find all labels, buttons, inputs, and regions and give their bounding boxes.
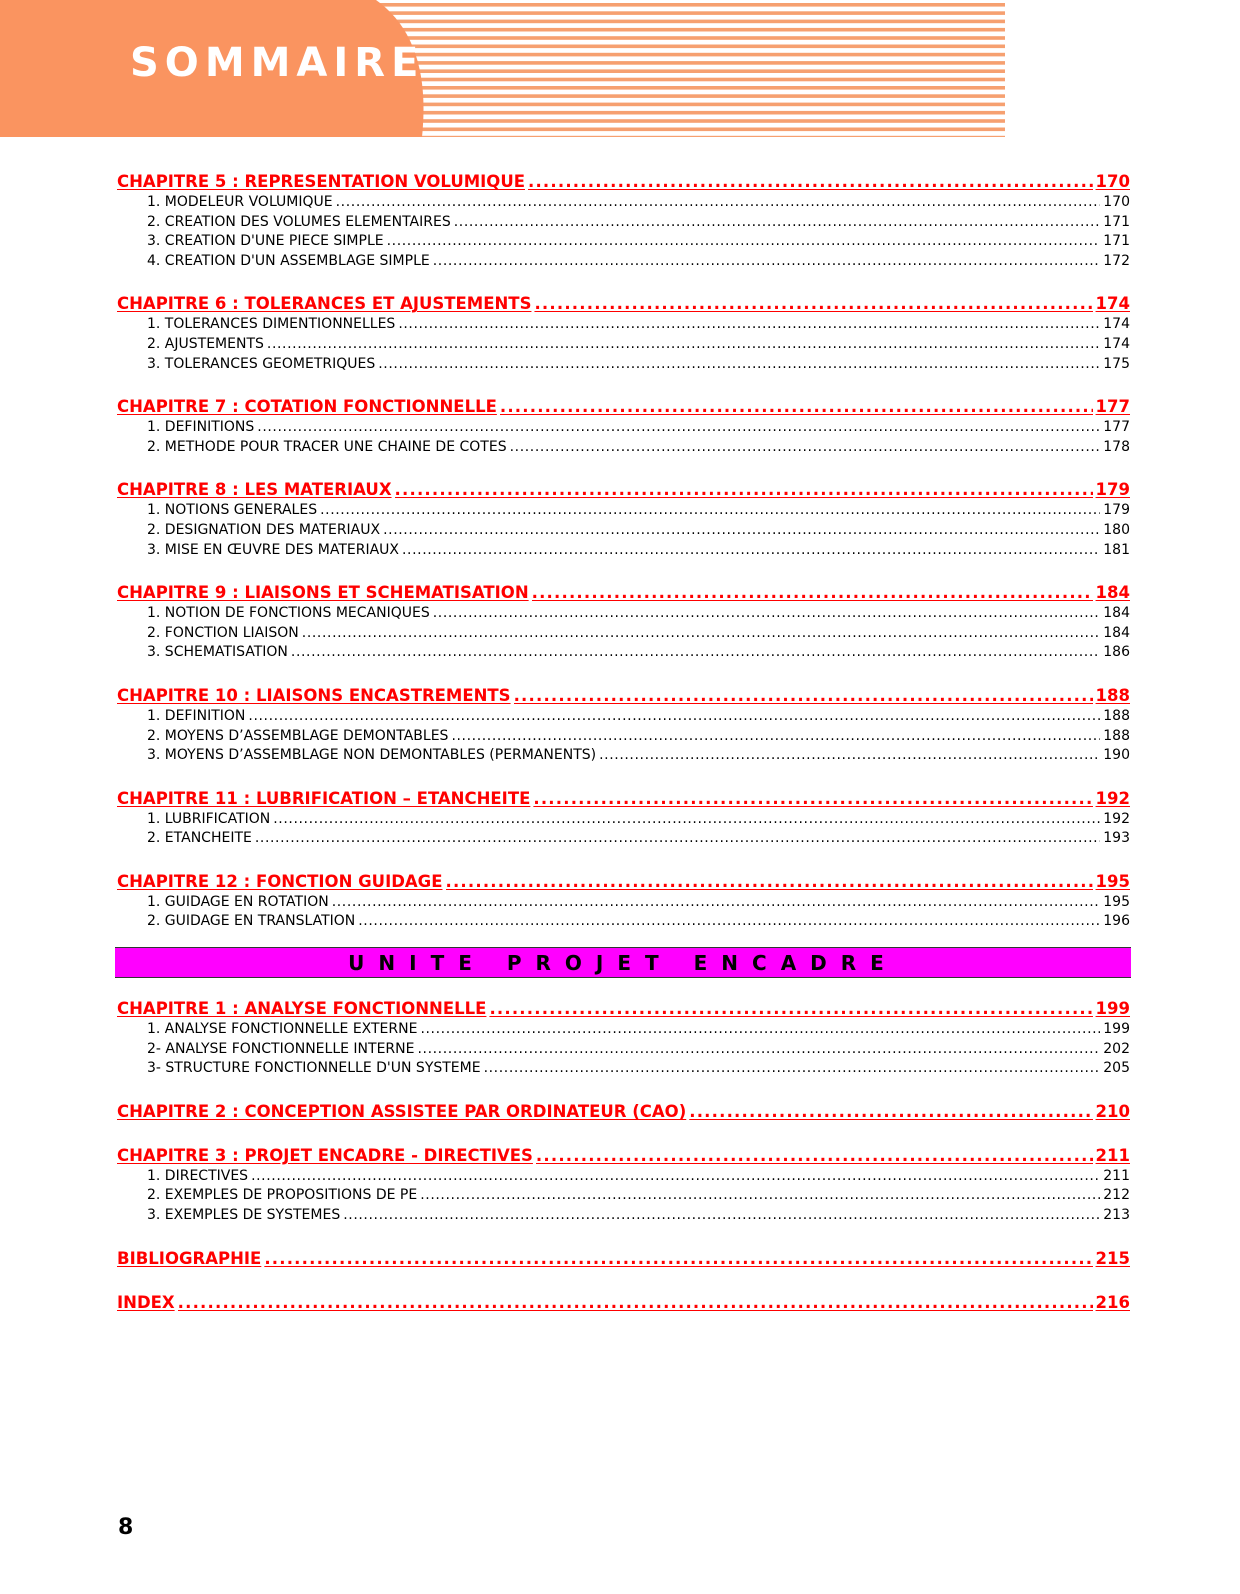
dot-leader — [255, 829, 1100, 849]
spacer — [117, 1270, 1130, 1292]
unit-banner — [115, 947, 1131, 978]
dot-leader — [291, 643, 1100, 663]
dot-leader — [383, 521, 1100, 541]
section-entry — [117, 232, 1130, 252]
dot-leader — [454, 213, 1101, 233]
spacer — [117, 1079, 1130, 1101]
section-entry — [117, 912, 1130, 932]
section-entry-label: 2. AJUSTEMENTS — [147, 335, 264, 352]
section-entry-page: 172 — [1103, 252, 1130, 269]
section-entry-page: 174 — [1103, 316, 1130, 333]
section-entry — [117, 1167, 1130, 1187]
chapter-entry-page: 192 — [1095, 788, 1130, 808]
dot-leader — [510, 438, 1101, 458]
section-entry-label: 3. MOYENS D’ASSEMBLAGE NON DEMONTABLES (PERMANENTS) — [147, 747, 597, 764]
section-entry-label: 1. DIRECTIVES — [147, 1167, 249, 1184]
dot-leader — [267, 335, 1100, 355]
section-entry-label: 1. DEFINITIONS — [147, 419, 255, 436]
dot-leader — [420, 1020, 1100, 1040]
chapter-entry[interactable] — [117, 1248, 1130, 1270]
chapter-entry-page: 216 — [1095, 1292, 1130, 1312]
header-stripe — [370, 94, 1005, 98]
dot-leader — [248, 707, 1100, 727]
section-entry-page: 184 — [1103, 605, 1130, 622]
dot-leader — [402, 541, 1100, 561]
chapter-entry[interactable] — [117, 788, 1130, 810]
header-stripe — [370, 20, 1005, 24]
chapter-entry-label: INDEX — [117, 1292, 175, 1312]
section-entry — [117, 1020, 1130, 1040]
section-entry-label: 1. NOTIONS GENERALES — [147, 502, 318, 519]
section-entry-label: 3- STRUCTURE FONCTIONNELLE D'UN SYSTEME — [147, 1060, 481, 1077]
chapter-entry[interactable] — [117, 1145, 1130, 1167]
chapter-entry-page: 184 — [1095, 583, 1130, 603]
dot-leader — [420, 1186, 1100, 1206]
section-entry-label: 2. CREATION DES VOLUMES ELEMENTAIRES — [147, 213, 451, 230]
dot-leader — [264, 1248, 1092, 1270]
toc-group-after — [117, 998, 1130, 1314]
section-entry-label: 2. EXEMPLES DE PROPOSITIONS DE PE — [147, 1187, 418, 1204]
header-stripe — [370, 69, 1005, 73]
dot-leader — [599, 746, 1100, 766]
dot-leader — [332, 893, 1101, 913]
dot-leader — [398, 315, 1100, 335]
section-entry-label: 3. EXEMPLES DE SYSTEMES — [147, 1207, 341, 1224]
chapter-entry-label: CHAPITRE 1 : ANALYSE FONCTIONNELLE — [117, 999, 487, 1019]
section-entry — [117, 810, 1130, 830]
section-entry-page: 205 — [1103, 1060, 1130, 1077]
spacer — [117, 1226, 1130, 1248]
chapter-entry[interactable] — [117, 293, 1130, 315]
section-entry-label: 1. GUIDAGE EN ROTATION — [147, 893, 329, 910]
chapter-entry-page: 174 — [1095, 294, 1130, 314]
spacer — [117, 849, 1130, 871]
section-entry-page: 192 — [1103, 810, 1130, 827]
spacer — [117, 271, 1130, 293]
section-entry-label: 2. DESIGNATION DES MATERIAUX — [147, 521, 381, 538]
chapter-entry[interactable] — [117, 171, 1130, 193]
section-entry-label: 3. MISE EN ŒUVRE DES MATERIAUX — [147, 541, 399, 558]
section-entry-page: 188 — [1103, 727, 1130, 744]
chapter-entry-page: 195 — [1095, 871, 1130, 891]
header-stripe — [370, 11, 1005, 15]
dot-leader — [489, 998, 1092, 1020]
header-stripe — [370, 78, 1005, 82]
section-entry-label: 2- ANALYSE FONCTIONNELLE INTERNE — [147, 1040, 415, 1057]
spacer — [117, 457, 1130, 479]
section-entry — [117, 252, 1130, 272]
chapter-entry-label: CHAPITRE 7 : COTATION FONCTIONNELLE — [117, 397, 497, 417]
section-entry — [117, 315, 1130, 335]
section-entry-label: 2. FONCTION LIAISON — [147, 624, 299, 641]
section-entry-page: 177 — [1103, 419, 1130, 436]
header-stripe — [370, 61, 1005, 65]
section-entry-page: 184 — [1103, 624, 1130, 641]
section-entry — [117, 438, 1130, 458]
page-number: 8 — [118, 1515, 134, 1540]
section-entry — [117, 624, 1130, 644]
section-entry-page: 179 — [1103, 502, 1130, 519]
section-entry — [117, 1206, 1130, 1226]
section-entry — [117, 1186, 1130, 1206]
chapter-entry[interactable] — [117, 998, 1130, 1020]
section-entry — [117, 604, 1130, 624]
spacer — [117, 560, 1130, 582]
section-entry-label: 3. SCHEMATISATION — [147, 644, 288, 661]
dot-leader — [257, 418, 1100, 438]
dot-leader — [273, 810, 1100, 830]
spacer — [117, 374, 1130, 396]
section-entry-page: 180 — [1103, 521, 1130, 538]
section-entry-page: 170 — [1103, 194, 1130, 210]
section-entry-label: 3. CREATION D'UNE PIECE SIMPLE — [147, 233, 384, 250]
dot-leader — [320, 501, 1100, 521]
section-entry-label: 2. METHODE POUR TRACER UNE CHAINE DE COTES — [147, 438, 507, 455]
spacer — [117, 766, 1130, 788]
header-stripe — [370, 36, 1005, 40]
section-entry-page: 199 — [1103, 1021, 1130, 1038]
chapter-entry-page: 179 — [1095, 480, 1130, 500]
chapter-entry-label: CHAPITRE 12 : FONCTION GUIDAGE — [117, 871, 443, 891]
section-entry-page: 211 — [1103, 1167, 1130, 1184]
dot-leader — [343, 1206, 1100, 1226]
section-entry — [117, 335, 1130, 355]
page-title: SOMMAIRE — [130, 40, 425, 86]
header-stripe — [370, 86, 1005, 90]
header-stripe — [370, 28, 1005, 32]
dot-leader — [500, 396, 1093, 418]
header-stripes — [370, 3, 1005, 137]
dot-leader — [417, 1040, 1100, 1060]
unit-banner-label: UNITE PROJET ENCADRE — [348, 950, 898, 975]
dot-leader — [528, 171, 1093, 193]
chapter-entry[interactable] — [117, 685, 1130, 707]
dot-leader — [451, 727, 1100, 747]
section-entry-page: 186 — [1103, 644, 1130, 661]
table-of-contents — [117, 171, 1130, 1314]
section-entry-label: 3. TOLERANCES GEOMETRIQUES — [147, 355, 376, 372]
dot-leader — [689, 1101, 1092, 1123]
header-banner — [0, 0, 1005, 137]
section-entry — [117, 355, 1130, 375]
section-entry-label: 1. NOTION DE FONCTIONS MECANIQUES — [147, 605, 430, 622]
header-stripe — [370, 136, 1005, 137]
header-stripe — [370, 119, 1005, 123]
chapter-entry-page: 211 — [1095, 1145, 1130, 1165]
header-stripe — [370, 53, 1005, 57]
chapter-entry-page: 210 — [1095, 1101, 1130, 1121]
chapter-entry-label: BIBLIOGRAPHIE — [117, 1248, 262, 1268]
section-entry-page: 181 — [1103, 541, 1130, 558]
section-entry — [117, 213, 1130, 233]
header-stripe — [370, 128, 1005, 132]
section-entry — [117, 1059, 1130, 1079]
section-entry-page: 193 — [1103, 830, 1130, 847]
section-entry-label: 1. LUBRIFICATION — [147, 810, 271, 827]
section-entry — [117, 829, 1130, 849]
section-entry-label: 1. MODELEUR VOLUMIQUE — [147, 194, 333, 210]
spacer — [117, 1123, 1130, 1145]
chapter-entry-label: CHAPITRE 11 : LUBRIFICATION – ETANCHEITE — [117, 788, 531, 808]
chapter-entry[interactable] — [117, 1292, 1130, 1314]
header-stripe — [370, 45, 1005, 49]
section-entry-label: 2. GUIDAGE EN TRANSLATION — [147, 913, 356, 930]
chapter-entry-page: 177 — [1095, 397, 1130, 417]
chapter-entry-label: CHAPITRE 8 : LES MATERIAUX — [117, 480, 392, 500]
header-stripe — [370, 111, 1005, 115]
section-entry-page: 202 — [1103, 1040, 1130, 1057]
dot-leader — [532, 582, 1093, 604]
toc-group-before — [117, 171, 1130, 932]
chapter-entry-page: 188 — [1095, 685, 1130, 705]
dot-leader — [378, 355, 1100, 375]
dot-leader — [446, 871, 1093, 893]
chapter-entry[interactable] — [117, 582, 1130, 604]
spacer — [117, 663, 1130, 685]
dot-leader — [395, 479, 1093, 501]
chapter-entry-label: CHAPITRE 9 : LIAISONS ET SCHEMATISATION — [117, 583, 529, 603]
section-entry-label: 1. ANALYSE FONCTIONNELLE EXTERNE — [147, 1021, 418, 1038]
section-entry-label: 2. MOYENS D’ASSEMBLAGE DEMONTABLES — [147, 727, 449, 744]
chapter-entry-page: 215 — [1095, 1248, 1130, 1268]
chapter-entry-label: CHAPITRE 5 : REPRESENTATION VOLUMIQUE — [117, 172, 525, 191]
section-entry-label: 4. CREATION D'UN ASSEMBLAGE SIMPLE — [147, 252, 430, 269]
chapter-entry-label: CHAPITRE 3 : PROJET ENCADRE - DIRECTIVES — [117, 1145, 533, 1165]
chapter-entry-label: CHAPITRE 10 : LIAISONS ENCASTREMENTS — [117, 685, 511, 705]
section-entry-page: 178 — [1103, 438, 1130, 455]
section-entry-page: 190 — [1103, 747, 1130, 764]
section-entry — [117, 643, 1130, 663]
chapter-entry[interactable] — [117, 871, 1130, 893]
header-stripe — [370, 3, 1005, 7]
section-entry-label: 1. DEFINITION — [147, 707, 246, 724]
section-entry-page: 213 — [1103, 1207, 1130, 1224]
section-entry — [117, 707, 1130, 727]
section-entry-label: 2. ETANCHEITE — [147, 830, 252, 847]
chapter-entry[interactable] — [117, 479, 1130, 501]
dot-leader — [484, 1059, 1101, 1079]
section-entry-page: 188 — [1103, 707, 1130, 724]
dot-leader — [433, 604, 1101, 624]
section-entry — [117, 541, 1130, 561]
dot-leader — [536, 1145, 1093, 1167]
dot-leader — [178, 1292, 1093, 1314]
dot-leader — [358, 912, 1100, 932]
dot-leader — [534, 293, 1092, 315]
section-entry — [117, 521, 1130, 541]
dot-leader — [336, 193, 1101, 213]
section-entry-label: 1. TOLERANCES DIMENTIONNELLES — [147, 316, 396, 333]
section-entry — [117, 746, 1130, 766]
section-entry-page: 196 — [1103, 913, 1130, 930]
section-entry-page: 174 — [1103, 335, 1130, 352]
chapter-entry[interactable] — [117, 1101, 1130, 1123]
section-entry-page: 175 — [1103, 355, 1130, 372]
chapter-entry-page: 170 — [1095, 172, 1130, 191]
header-stripe — [370, 103, 1005, 107]
dot-leader — [533, 788, 1092, 810]
section-entry-page: 171 — [1103, 213, 1130, 230]
chapter-entry-label: CHAPITRE 2 : CONCEPTION ASSISTEE PAR ORDINATEUR (CAO) — [117, 1101, 687, 1121]
dot-leader — [251, 1167, 1100, 1187]
section-entry — [117, 193, 1130, 213]
section-entry — [117, 418, 1130, 438]
dot-leader — [514, 685, 1093, 707]
section-entry — [117, 501, 1130, 521]
chapter-entry-label: CHAPITRE 6 : TOLERANCES ET AJUSTEMENTS — [117, 294, 532, 314]
section-entry-page: 212 — [1103, 1187, 1130, 1204]
chapter-entry[interactable] — [117, 396, 1130, 418]
section-entry-page: 171 — [1103, 233, 1130, 250]
dot-leader — [387, 232, 1101, 252]
dot-leader — [433, 252, 1101, 272]
section-entry-page: 195 — [1103, 893, 1130, 910]
section-entry — [117, 727, 1130, 747]
section-entry — [117, 1040, 1130, 1060]
dot-leader — [302, 624, 1101, 644]
section-entry — [117, 893, 1130, 913]
chapter-entry-page: 199 — [1095, 999, 1130, 1019]
